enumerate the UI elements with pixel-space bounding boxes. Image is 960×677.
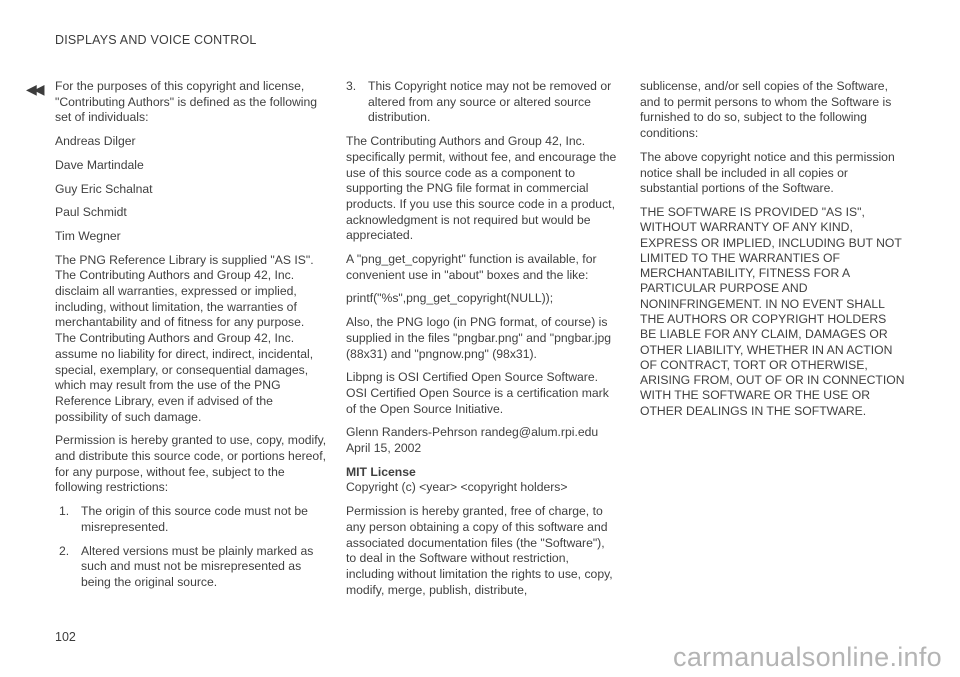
list-number: 2. xyxy=(59,543,70,558)
list-text: The origin of this source code must not be misrepresented. xyxy=(81,504,308,534)
list-text: Altered versions must be plainly marked as such and must not be misrepresented as being the original source. xyxy=(81,543,314,589)
code-line: printf("%s",png_get_copyright(NULL)); xyxy=(346,291,554,306)
author-name: Dave Martindale xyxy=(55,157,144,172)
column-1 xyxy=(55,79,327,599)
page-header-title: DISPLAYS AND VOICE CONTROL xyxy=(55,33,257,47)
mit-notice-paragraph: The above copyright notice and this permission notice shall be included in all copies or substantial portions of the Software. xyxy=(640,149,895,196)
osi-paragraph: Libpng is OSI Certified Open Source Software. OSI Certified Open Source is a certification mark of the Open Source Initiative. xyxy=(346,370,609,416)
signature-date: April 15, 2002 xyxy=(346,441,422,456)
list-number: 1. xyxy=(59,504,70,519)
mit-warranty-disclaimer: THE SOFTWARE IS PROVIDED "AS IS", WITHOUT WARRANTY OF ANY KIND, EXPRESS OR IMPLIED, INCLUDING BUT NOT LIMITED TO THE WARRANTIES OF MERCHANTABILITY, FITNESS FOR A PARTICULAR PURPOSE AND NONINFRINGEMENT. IN NO EVENT SHALL THE AUTHORS OR COPYRIGHT HOLDERS BE LIABLE FOR ANY CLAIM, DAMAGES OR OTHER LIABILITY, WHETHER IN AN ACTION OF CONTRACT, TORT OR OTHERWISE, ARISING FROM, OUT OF OR IN CONNECTION WITH THE SOFTWARE OR THE USE OR OTHER DEALINGS IN THE SOFTWARE. xyxy=(640,204,905,418)
mit-permission-continued: sublicense, and/or sell copies of the Software, and to permit persons to whom the Software is furnished to do so, subject to the following conditions: xyxy=(640,79,892,141)
copyright-function-paragraph: A "png_get_copyright" function is available, for convenient use in "about" boxes and the like: xyxy=(346,252,597,282)
mit-permission-paragraph: Permission is hereby granted, free of charge, to any person obtaining a copy of this software and associated documentation files (the "Software"), to deal in the Software without restriction, including without limitation the rights to use, copy, modify, merge, publish, distribute, xyxy=(346,504,613,597)
encouragement-paragraph: The Contributing Authors and Group 42, Inc. specifically permit, without fee, and encourage the use of this source code as a component to supporting the PNG file format in commercial products. If you use this source code in a product, acknowledgment is not required but would be appreciated. xyxy=(346,134,617,243)
contributing-authors-intro: For the purposes of this copyright and license, "Contributing Authors" is defined as the following set of individuals: xyxy=(55,79,318,125)
list-text: This Copyright notice may not be removed or altered from any source or altered source distribution. xyxy=(368,79,612,125)
author-name: Andreas Dilger xyxy=(55,134,136,149)
png-logo-paragraph: Also, the PNG logo (in PNG format, of course) is supplied in the files "pngbar.png" and "pngbar.jpg (88x31) and "pngnow.png" (98x31). xyxy=(346,315,612,361)
watermark: carmanualsonline.info xyxy=(673,642,942,672)
signature-block xyxy=(346,425,618,456)
previous-page-icon[interactable]: ◀◀ xyxy=(26,81,42,97)
author-name: Guy Eric Schalnat xyxy=(55,181,153,196)
disclaimer-paragraph: The PNG Reference Library is supplied "AS IS". The Contributing Authors and Group 42, Inc. disclaim all warranties, expressed or implied, including, without limitation, the warranties of merchantability and of fitness for any purpose. The Contributing Authors and Group 42, Inc. assume no liability for direct, indirect, incidental, special, exemplary, or consequential damages, which may result from the use of the PNG Reference Library, even if advised of the possibility of such damage. xyxy=(55,252,314,424)
page-number: 102 xyxy=(55,630,76,644)
column-2 xyxy=(346,79,618,606)
author-name: Paul Schmidt xyxy=(55,205,127,220)
mit-license-heading: MIT License xyxy=(346,464,416,479)
mit-copyright-line: Copyright (c) <year> <copyright holders> xyxy=(346,480,568,495)
permission-paragraph: Permission is hereby granted to use, copy, modify, and distribute this source code, or portions hereof, for any purpose, without fee, subject to the following restrictions: xyxy=(55,433,327,495)
restriction-list-item xyxy=(59,544,327,591)
signature-name-email: Glenn Randers-Pehrson randeg@alum.rpi.edu xyxy=(346,425,599,440)
column-3 xyxy=(640,79,905,427)
author-name: Tim Wegner xyxy=(55,228,121,243)
restriction-list-item xyxy=(346,79,618,126)
list-number: 3. xyxy=(346,79,357,93)
restriction-list-item xyxy=(59,504,327,535)
